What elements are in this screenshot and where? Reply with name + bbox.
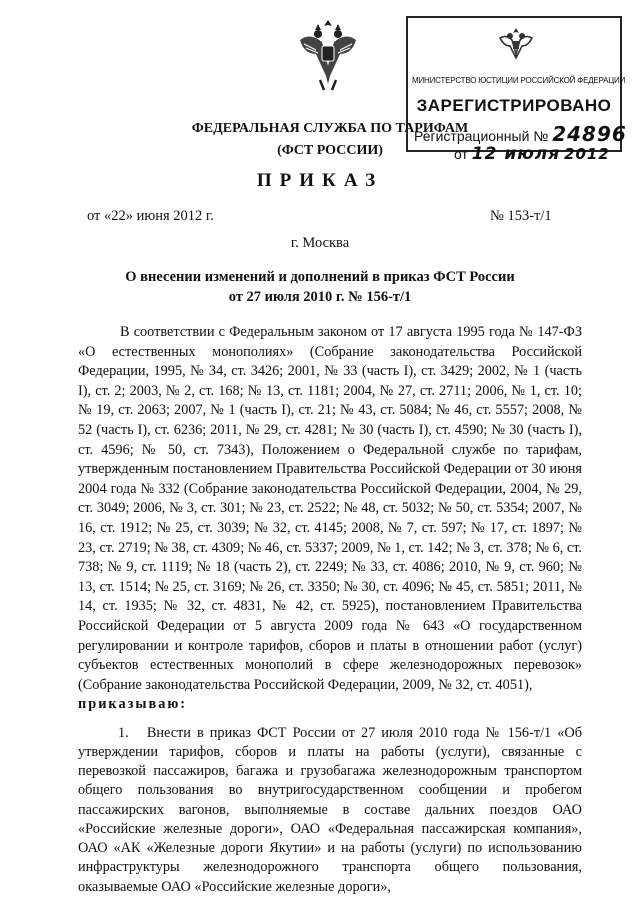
stamp-regnum-label: Регистрационный № [414,128,549,144]
subject-line-2: от 27 июля 2010 г. № 156-т/1 [228,289,412,305]
document-title: ПРИКАЗ [256,170,384,191]
org-name-block [140,118,520,162]
document-subject [80,267,560,307]
preamble-paragraph [78,323,582,715]
coat-of-arms-icon [296,18,360,94]
document-city: г. Москва [290,235,350,251]
eagle-emblem-icon [496,24,536,64]
document-number: № 153-т/1 [490,208,552,224]
stamp-regnum-value: 24896 [552,122,627,146]
preamble-text: В соответствии с Федеральным законом от 17 августа 1995 года № 147-ФЗ «О естественных монополиях» (Собрание законодательства Российской Федерации, 1995, № 34, ст. 3426; 2001, № 33 (часть I), ст. 3429; 2002, № 1 (часть I), ст. 2; 2003, № 2, ст. 168; № 13, ст. 1181; 2004, № 27, ст. 2711; 2006, № 1, ст. 10; № 19, ст. 2063; 2007, № 1 (часть I), ст. 21; № 43, ст. 5084; № 46, ст. 5557; 2008, № 52 (часть I), ст. 6236; 2011, № 29, ст. 4281; № 30 (часть I), ст. 4590; № 30 (часть I), ст. 4596; № 50, ст. 7343), Положением о Федеральной службе по тарифам, утвержденным постановлением Правительства Российской Федерации от 30 июня 2004 года № 332 (Собрание законодательства Российской Федерации, 2004, № 29, ст. 3049; 2006, № 3, ст. 301; № 23, ст. 2522; № 48, ст. 5032; № 50, ст. 5354; 2007, № 16, ст. 1912; № 25, ст. 3039; № 32, ст. 4145; 2008, № 7, ст. 597; № 17, ст. 1897; № 23, ст. 2719; № 38, ст. 4309; № 46, ст. 5337; 2009, № 1, ст. 142; № 3, ст. 378; № 6, ст. 738; № 9, ст. 1119; № 18 (часть 2), ст. 2249; № 33, ст. 4086; 2010, № 9, ст. 960; № 13, ст. 1514; № 25, ст. 3169; № 26, ст. 3350; № 30, ст. 4096; № 45, ст. 5851; 2011, № 14, ст. 1935; № 32, ст. 4831, № 42, ст. 5925), постановлением Правительства Российской Федерации от 5 августа 2009 года № 643 «О государственном регулировании и контроле тарифов, сборов и платы в отношении работ (услуг) субъектов естественных монополий в сфере железнодорожных перевозок» (Собрание законодательства Российской Федерации, 2009, № 32, ст. 4051), [78,324,582,693]
stamp-ministry: МИНИСТЕРСТВО ЮСТИЦИИ РОССИЙСКОЙ ФЕДЕРАЦИИ [412,76,626,85]
subject-line-1: О внесении изменений и дополнений в приказ ФСТ России [125,269,515,285]
stamp-date-year: 2012 [564,145,610,163]
stamp-registered: ЗАРЕГИСТРИРОВАНО [416,96,612,115]
org-name: ФЕДЕРАЛЬНАЯ СЛУЖБА ПО ТАРИФАМ [191,121,469,136]
document-date: от «22» июня 2012 г. [87,208,214,224]
stamp-date-value: 12 июля [471,144,561,164]
item-1-paragraph [78,724,582,897]
item-1-text: Внести в приказ ФСТ России от 27 июля 2010 года № 156-т/1 «Об утверждении тарифов, сборов и платы на работы (услуги), связанные с перевозкой пассажиров, багажа и грузобагажа железнодорожным транспортом общего пользования во внутригосударственном сообщении и пробегом пассажирских вагонов, выполняемые в составе дальних поездов ОАО «Российские железные дороги», ОАО «Федеральная пассажирская компания», ОАО «АК «Железные дороги Якутии» и на работы (услуги) по использованию инфраструктуры железнодорожного транспорта общего пользования, оказываемые ОАО «Российские железные дороги», [78,724,582,895]
order-word: приказываю: [78,696,188,713]
org-short-name: (ФСТ РОССИИ) [277,143,383,158]
stamp-date-label: от [454,146,468,162]
item-1-number: 1. [118,724,129,741]
document-body [78,323,582,897]
